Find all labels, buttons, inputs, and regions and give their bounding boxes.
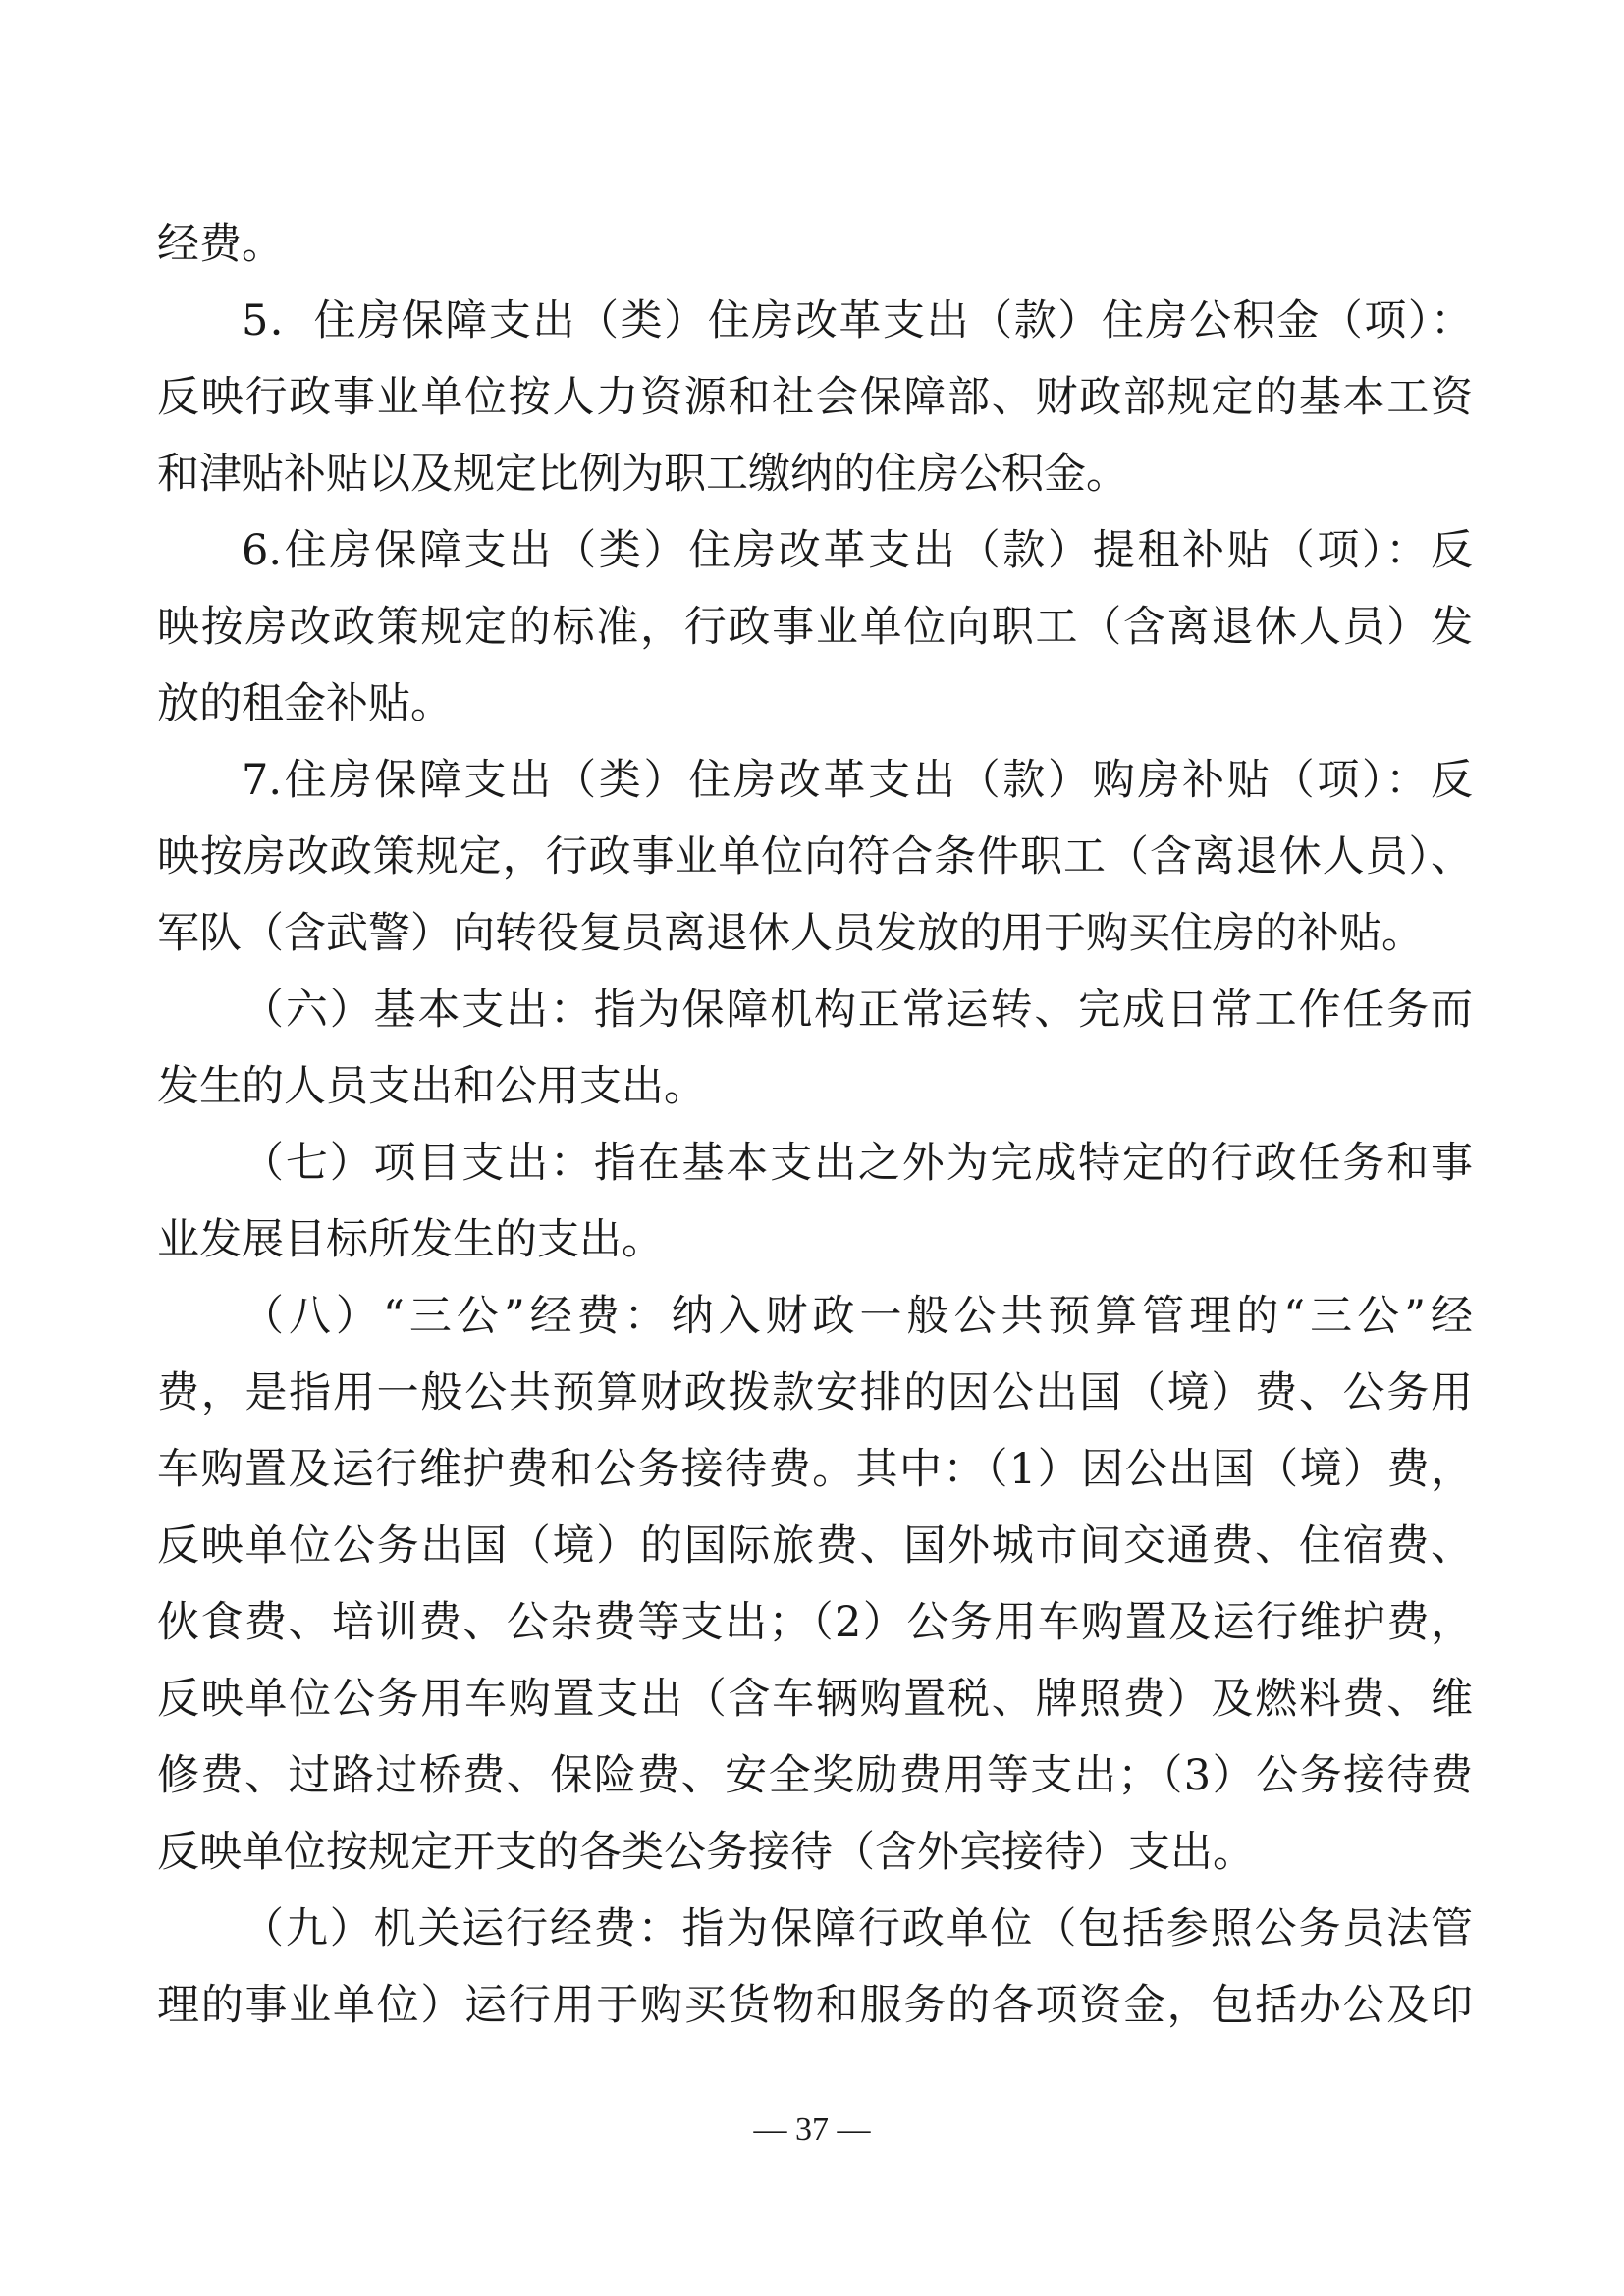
text-line: 修费、过路过桥费、保险费、安全奖励费用等支出；（3）公务接待费 [157, 1751, 1473, 1800]
text-line: 反映单位按规定开支的各类公务接待（含外宾接待）支出。 [157, 1828, 1255, 1877]
text-line: 军队（含武警）向转役复员离退休人员发放的用于购买住房的补贴。 [157, 909, 1424, 958]
text-line: 发生的人员支出和公用支出。 [157, 1062, 706, 1111]
text-line: 映按房改政策规定的标准，行政事业单位向职工（含离退休人员）发 [157, 603, 1473, 652]
text-line: 反映单位公务用车购置支出（含车辆购置税、牌照费）及燃料费、维 [157, 1675, 1473, 1724]
text-line: 经费。 [157, 220, 284, 269]
text-line: （八）“三公”经费：纳入财政一般公共预算管理的“三公”经 [242, 1292, 1473, 1341]
text-line: 车购置及运行维护费和公务接待费。其中：（1）因公出国（境）费， [157, 1445, 1473, 1494]
page-number: — 37 — [753, 2111, 871, 2148]
text-line: （九）机关运行经费：指为保障行政单位（包括参照公务员法管 [242, 1904, 1473, 1953]
text-line: （六）基本支出：指为保障机构正常运转、完成日常工作任务而 [242, 986, 1473, 1035]
text-line: 7.住房保障支出（类）住房改革支出（款）购房补贴（项）：反 [242, 756, 1473, 805]
text-line: 伙食费、培训费、公杂费等支出；（2）公务用车购置及运行维护费， [157, 1598, 1473, 1647]
text-line: 理的事业单位）运行用于购买货物和服务的各项资金，包括办公及印 [157, 1981, 1473, 2030]
text-line: （七）项目支出：指在基本支出之外为完成特定的行政任务和事 [242, 1139, 1473, 1188]
text-line: 6.住房保障支出（类）住房改革支出（款）提租补贴（项）：反 [242, 526, 1473, 575]
text-line: 放的租金补贴。 [157, 679, 453, 728]
text-line: 5．住房保障支出（类）住房改革支出（款）住房公积金（项）： [242, 296, 1473, 346]
text-line: 反映单位公务出国（境）的国际旅费、国外城市间交通费、住宿费、 [157, 1522, 1473, 1571]
text-line: 反映行政事业单位按人力资源和社会保障部、财政部规定的基本工资 [157, 373, 1473, 422]
text-line: 费，是指用一般公共预算财政拨款安排的因公出国（境）费、公务用 [157, 1368, 1473, 1417]
text-line: 和津贴补贴以及规定比例为职工缴纳的住房公积金。 [157, 450, 1128, 499]
text-line: 业发展目标所发生的支出。 [157, 1215, 664, 1264]
body-text [157, 206, 1473, 2044]
text-line: 映按房改政策规定，行政事业单位向符合条件职工（含离退休人员）、 [157, 832, 1473, 881]
